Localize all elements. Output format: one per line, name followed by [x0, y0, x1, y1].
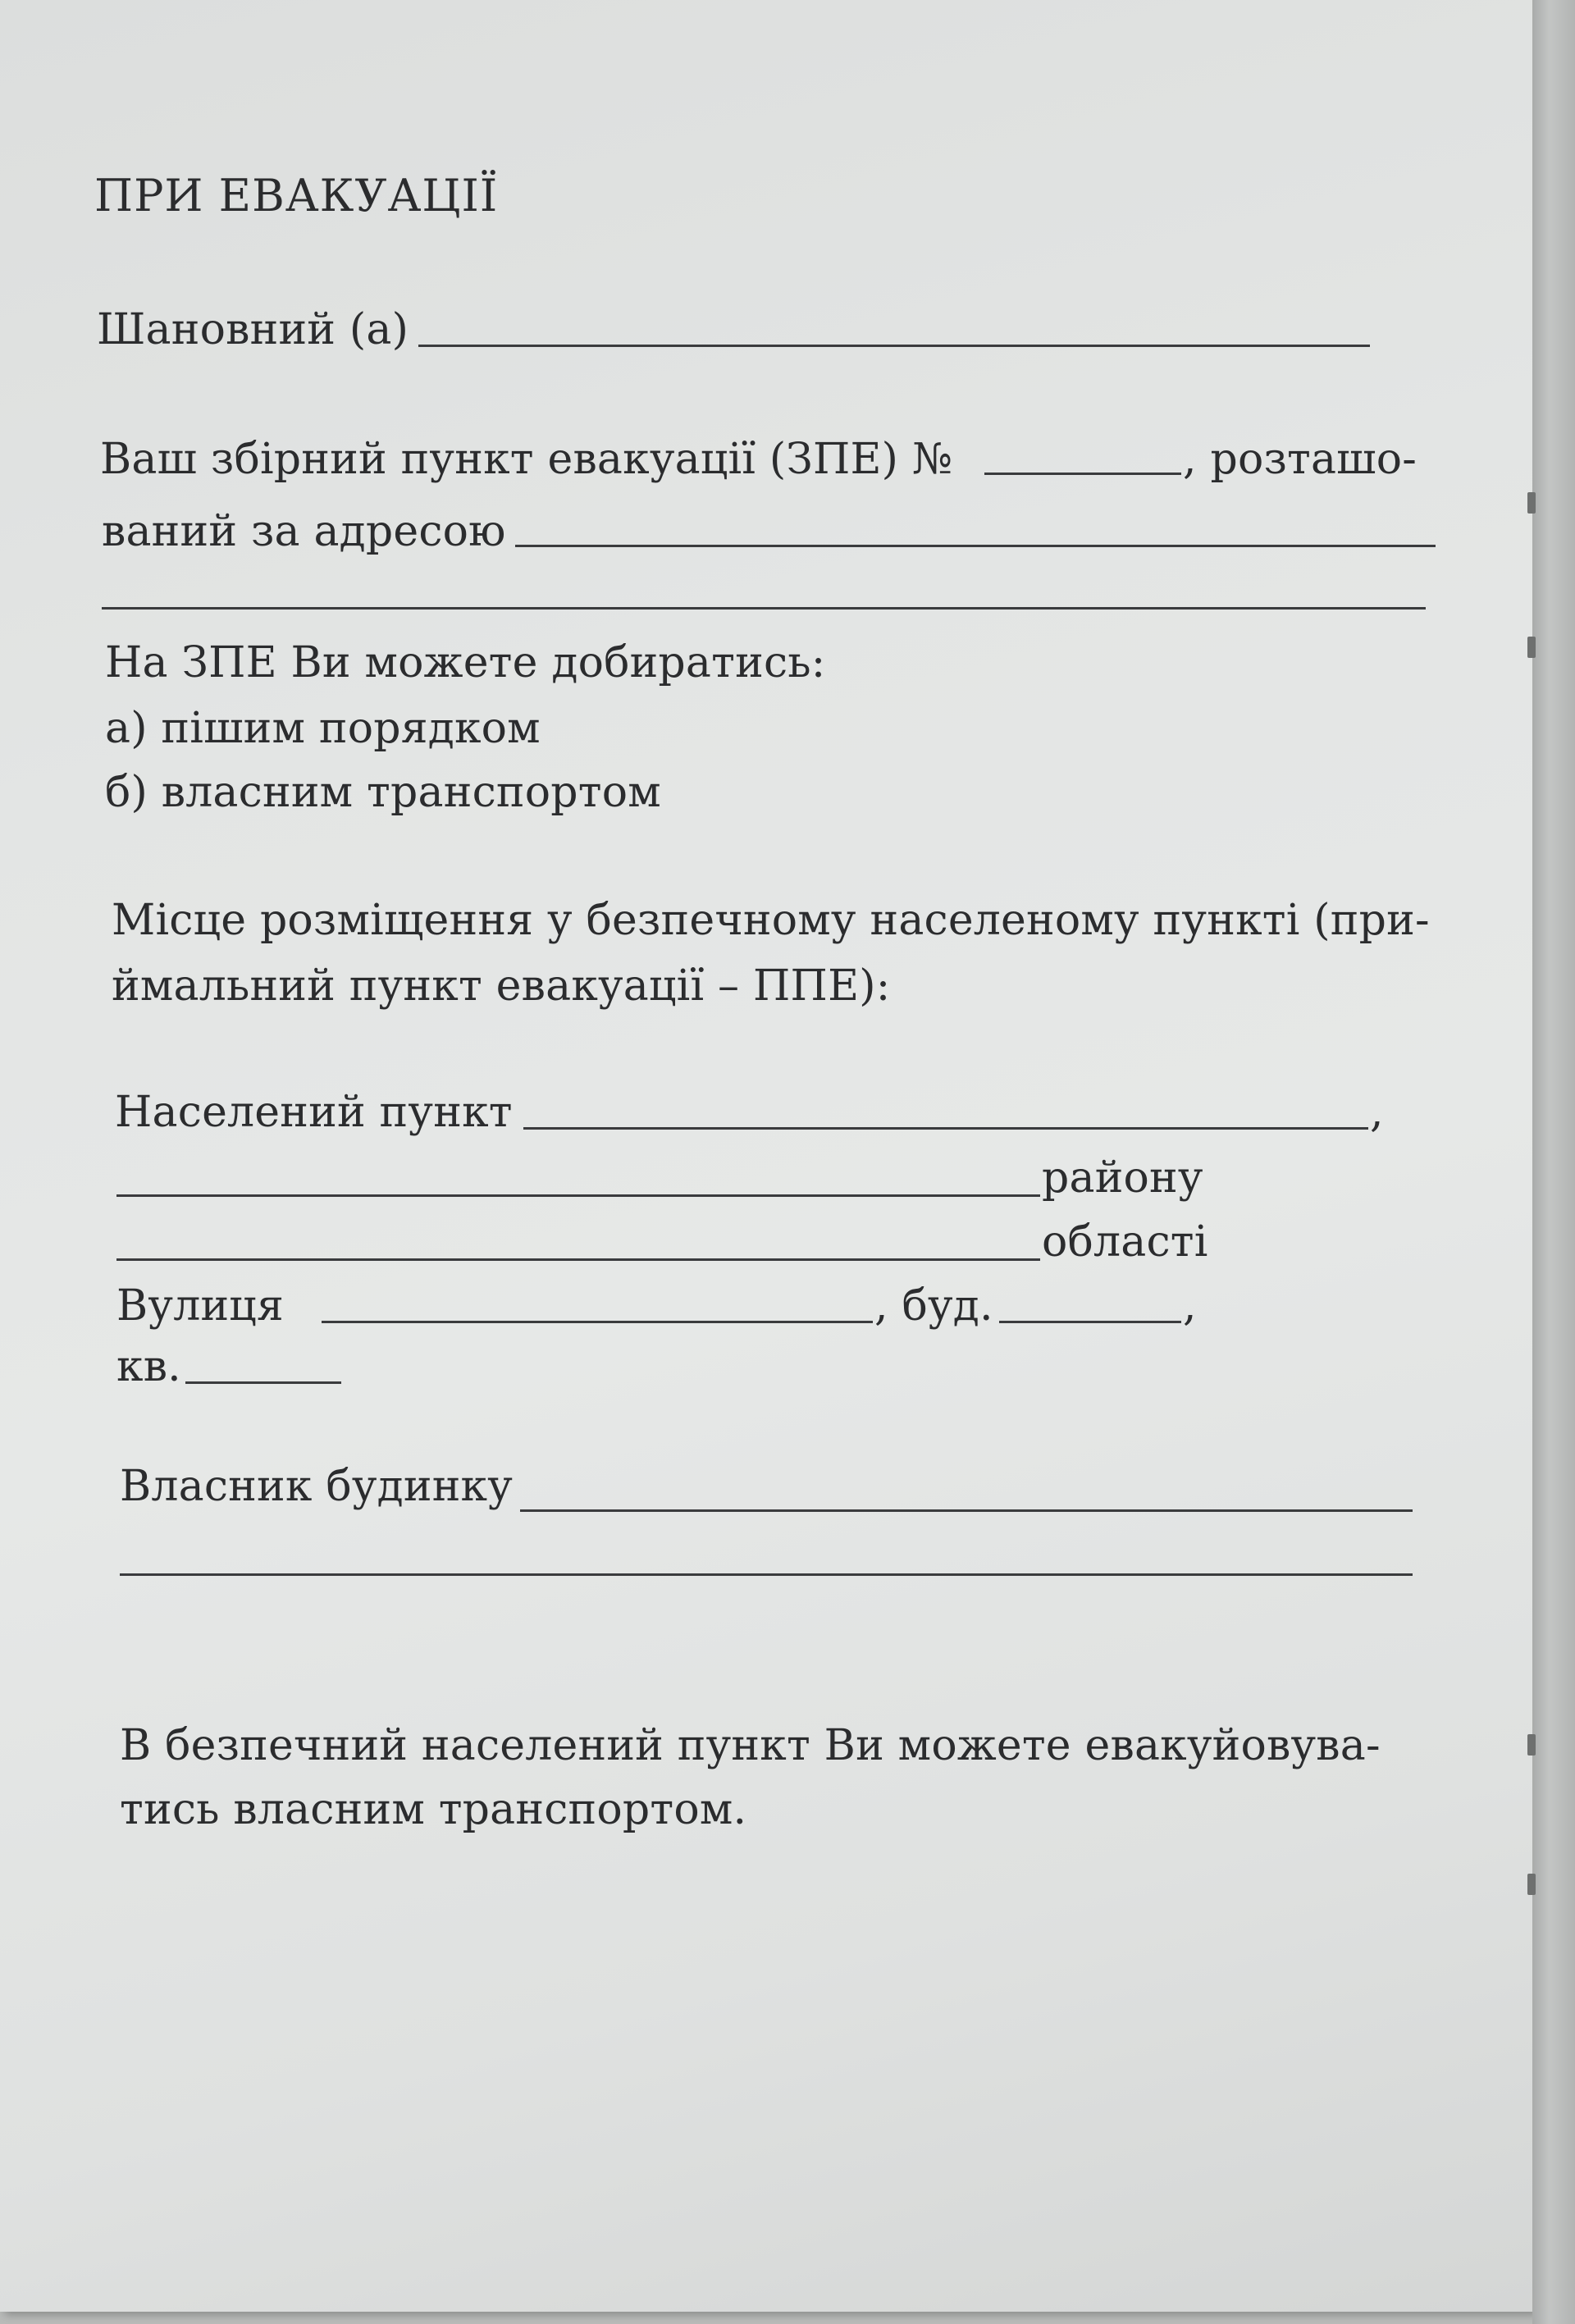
reach-option-b: б) власним транспортом	[105, 768, 661, 817]
street-label: Вулиця	[116, 1281, 284, 1331]
assembly-point-label: Ваш збірний пункт евакуації (ЗПЕ) №	[100, 435, 953, 484]
booklet-edge	[1532, 0, 1575, 2324]
reach-heading: На ЗПЕ Ви можете добиратись:	[105, 638, 826, 687]
greeting-name-field-line[interactable]	[418, 345, 1370, 347]
binding-stitch	[1527, 1874, 1536, 1895]
reach-option-a: а) пішим порядком	[105, 704, 541, 753]
settlement-label: Населений пункт	[115, 1088, 513, 1137]
assembly-point-number-field-line[interactable]	[984, 473, 1181, 475]
building-label: , буд.	[874, 1281, 993, 1331]
region-label: області	[1042, 1217, 1208, 1267]
region-field-line[interactable]	[116, 1258, 1040, 1261]
district-label: району	[1042, 1153, 1203, 1203]
binding-stitch	[1527, 637, 1536, 658]
building-comma: ,	[1183, 1281, 1197, 1331]
apartment-field-line[interactable]	[185, 1381, 341, 1384]
owner-field-line-1[interactable]	[520, 1509, 1413, 1512]
owner-label: Власник будинку	[120, 1462, 514, 1511]
page-title: ПРИ ЕВАКУАЦІЇ	[94, 170, 499, 221]
placement-text-line-1: Місце розміщення у безпечному населеному пункті (при-	[112, 896, 1430, 945]
owner-field-line-2[interactable]	[120, 1573, 1413, 1576]
greeting-label: Шановний (а)	[97, 305, 409, 354]
placement-text-line-2: ймальний пункт евакуації – ППЕ):	[112, 961, 891, 1011]
district-field-line[interactable]	[116, 1194, 1040, 1197]
final-note-line-2: тись власним транспортом.	[120, 1785, 747, 1834]
apartment-label: кв.	[116, 1342, 181, 1391]
address-label: ваний за адресою	[102, 507, 506, 556]
binding-stitch	[1527, 492, 1536, 514]
address-field-line-1[interactable]	[515, 545, 1436, 547]
binding-stitch	[1527, 1734, 1536, 1756]
street-field-line[interactable]	[322, 1321, 873, 1323]
settlement-comma: ,	[1370, 1088, 1384, 1137]
final-note-line-1: В безпечний населений пункт Ви можете евакуйовува-	[120, 1721, 1381, 1770]
address-field-line-2[interactable]	[102, 607, 1426, 610]
settlement-field-line[interactable]	[523, 1127, 1368, 1130]
assembly-point-suffix: , розташо-	[1183, 435, 1418, 484]
building-field-line[interactable]	[999, 1321, 1181, 1323]
